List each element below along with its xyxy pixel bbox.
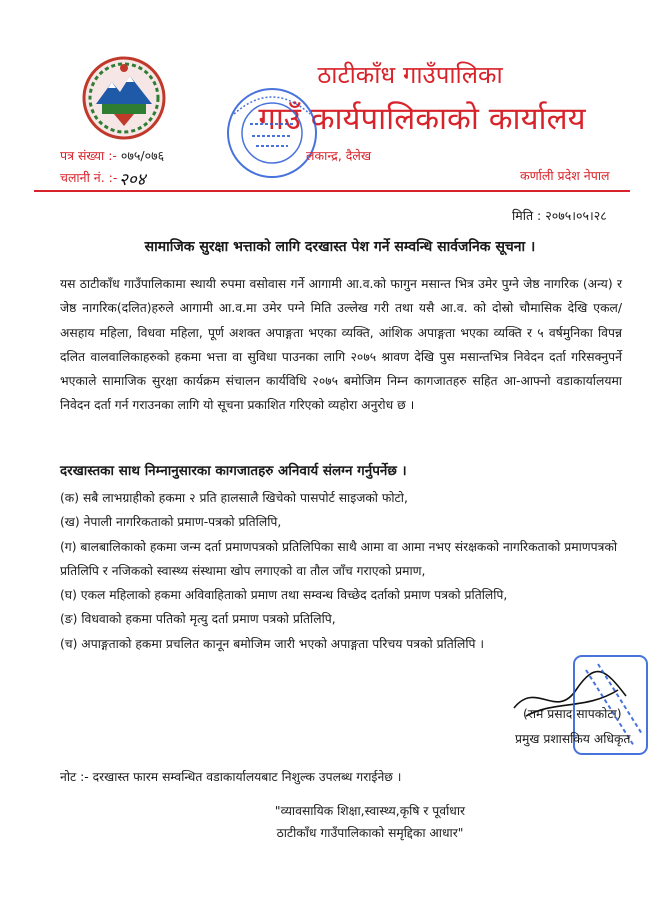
office-title: गाउँ कार्यपालिकाको कार्यालय [258, 101, 586, 137]
requirement-item: (ग) बालबालिकाको हकमा जन्म दर्ता प्रमाणपत्रको प्रतिलिपिका साथै आमा वा आमा नभए संरक्षकको नागरिकताको प्रमाणपत्रको प्रतिलिपि र नजिकको स्वास्थ्य संस्थामा खोप लगाएको वा तौल जाँच गराएको प्रमाण, [60, 539, 618, 578]
province-label: कर्णाली प्रदेश नेपाल [520, 168, 610, 183]
signatory-title: प्रमुख प्रशासकिय अधिकृत [515, 732, 631, 746]
footer-note: नोट :- दरखास्त फारम सम्वन्धित वडाकार्यालयबाट निशुल्क उपलब्ध गराईनेछ । [60, 770, 402, 784]
header-divider [34, 190, 630, 192]
requirements-list [60, 486, 625, 656]
office-stamp [222, 84, 322, 182]
letter-date: मिति : २०७५।०५।२८ [512, 208, 607, 223]
requirement-item: (च) अपाङ्गताको हकमा प्रचलित कानून बमोजिम जारी भएको अपाङ्गता परिचय पत्रको प्रतिलिपि । [60, 636, 485, 651]
signatory-name: (राम प्रसाद सापकोटा) [523, 707, 622, 721]
dispatch-number-label: चलानी नं. :- [60, 170, 118, 185]
requirement-item: (ख) नेपाली नागरिकताको प्रमाण-पत्रको प्रतिलिपि, [60, 515, 282, 530]
letter-number-label: पत्र संख्या :- [60, 148, 117, 163]
requirement-item: (ङ) विधवाको हकमा पतिको मृत्यु दर्ता प्रमाण पत्रको प्रतिलिपि, [60, 612, 336, 627]
requirement-item: (घ) एकल महिलाको हकमा अविवाहिताको प्रमाण तथा सम्वन्ध विच्छेद दर्ताको प्रमाण पत्रको प्रतिलिपि, [60, 588, 508, 603]
notice-body: यस ठाटीकाँध गाउँपालिकामा स्थायी रुपमा वसोवास गर्ने आगामी आ.व.को फागुन मसान्त भित्र उमेर पुग्ने जेष्ठ नागरिक (अन्य) र जेष्ठ नागरिक(दलित)हरुले आगामी आ.व.मा उमेर पग्ने मिति उल्लेख गरी तथा यसै आ.व. को दोस्रो चौमासिक देखि एकल/असहाय महिला, विधवा महिला, पूर्ण अशक्त अपाङ्गता भएका व्यक्ति, आंशिक अपाङ्गता भएका व्यक्ति र ५ वर्षमुनिका विपन्न दलित वालवालिकाहरुको हकमा भत्ता वा सुविधा पाउनका लागि २०७५ श्रावण देखि पुस मसान्तभित्र निवेदन दर्ता गरिसक्नुपर्ने भएकाले सामाजिक सुरक्षा कार्यक्रम संचालन कार्यविधि २०७५ बमोजिम निम्न कागजातहरु सहित आ-आफ्नो वडाकार्यालयमा निवेदन दर्ता गर्न गराउनका लागि यो सूचना प्रकाशित गरिएको व्यहोरा अनुरोध छ । [60, 277, 622, 413]
letter-number [60, 147, 164, 164]
letter-number-value: ०७५/०७६ [120, 148, 165, 163]
motto [200, 800, 540, 844]
motto-line-2: ठाटीकाँध गाउँपालिकाको समृद्दिका आधार" [276, 826, 464, 840]
notice-title: सामाजिक सुरक्षा भत्ताको लागि दरखास्त पेश गर्ने सम्वन्धि सार्वजनिक सूचना । [144, 239, 536, 255]
motto-line-1: "व्यावसायिक शिक्षा,स्वास्थ्य,कृषि र पूर्वाधार [274, 804, 466, 818]
org-title: ठाटीकाँध गाउँपालिका [317, 61, 503, 89]
office-address: लकान्द्र, दैलेख [306, 148, 372, 163]
requirement-item: (क) सबै लाभग्राहीको हकमा २ प्रति हालसालै खिचेको पासपोर्ट साइजको फोटो, [60, 491, 408, 505]
dispatch-number-value: २०४ [119, 170, 146, 190]
nepal-government-emblem [78, 52, 170, 144]
requirements-heading: दरखास्तका साथ निम्नानुसारका कागजातहरु अनिवार्य संलग्न गर्नुपर्नेछ । [60, 463, 407, 479]
